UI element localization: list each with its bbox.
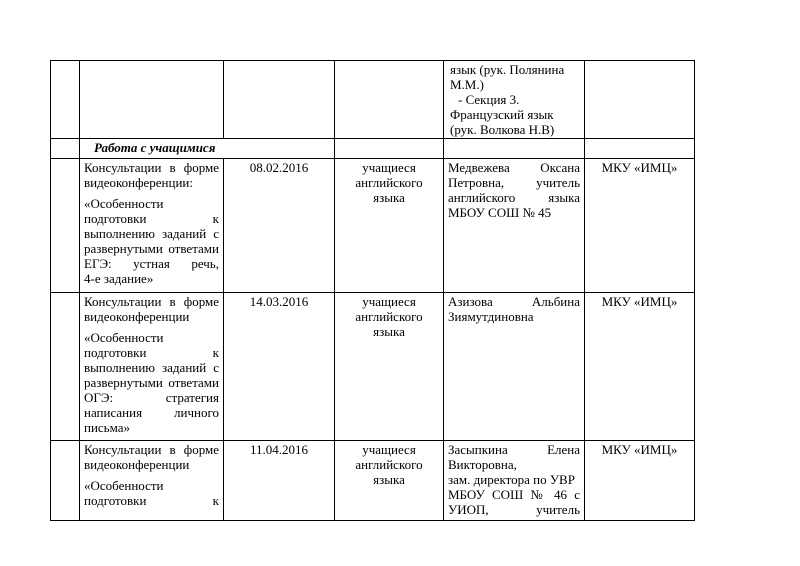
event-line: видеоконференции — [84, 457, 190, 472]
cell-line: (рук. Волкова Н.В) — [450, 122, 555, 137]
responsible-line: МБОУ СОШ № 45 — [448, 205, 552, 220]
audience-line: английского — [355, 309, 423, 324]
date-cell: 11.04.2016 — [224, 441, 335, 521]
event-cell — [80, 293, 224, 441]
audience-line: языка — [373, 190, 405, 205]
topic-line: 4-е задание» — [84, 271, 154, 286]
empty-cell — [224, 139, 335, 159]
cell-line: Французский язык — [450, 107, 554, 122]
responsible-line: Медвежева Оксана — [448, 160, 580, 175]
cell-line: - Секция 3. — [458, 92, 520, 107]
cell-line: М.М.) — [450, 77, 484, 92]
empty-cell — [444, 139, 585, 159]
table-row — [51, 159, 695, 293]
number-cell — [51, 441, 80, 521]
audience-line: языка — [373, 472, 405, 487]
responsible-line: МБОУ СОШ № 46 с — [448, 487, 580, 502]
date-cell: 14.03.2016 — [224, 293, 335, 441]
responsible-cell — [444, 159, 585, 293]
section-row — [51, 139, 695, 159]
number-cell — [51, 293, 80, 441]
organizer-cell: МКУ «ИМЦ» — [585, 159, 695, 293]
topic-line: «Особенности — [84, 330, 164, 345]
empty-cell — [335, 139, 444, 159]
topic-line: «Особенности — [84, 478, 164, 493]
audience-line: учащиеся — [362, 442, 416, 457]
table-row — [51, 61, 695, 139]
responsible-line: Засыпкина Елена — [448, 442, 580, 457]
table-row — [51, 293, 695, 441]
organizer-cell: МКУ «ИМЦ» — [585, 441, 695, 521]
date-cell — [224, 61, 335, 139]
topic-line: «Особенности — [84, 196, 164, 211]
organizer-cell: МКУ «ИМЦ» — [585, 293, 695, 441]
cell-line: язык (рук. Полянина — [450, 62, 565, 77]
topic-line: ЕГЭ: устная речь, — [84, 256, 219, 271]
topic-line: подготовки к — [84, 493, 219, 508]
responsible-line: английского языка — [448, 190, 580, 205]
event-line: Консультации в форме — [84, 160, 219, 175]
section-title: Работа с учащимися — [80, 139, 224, 159]
audience-line: учащиеся — [362, 160, 416, 175]
responsible-line: Зиямутдиновна — [448, 309, 534, 324]
date-cell: 08.02.2016 — [224, 159, 335, 293]
audience-line: языка — [373, 324, 405, 339]
topic-line: выполнению заданий с — [84, 226, 219, 241]
audience-line: английского — [355, 175, 423, 190]
topic-line: ОГЭ: стратегия — [84, 390, 219, 405]
responsible-cell — [444, 293, 585, 441]
responsible-cell — [444, 61, 585, 139]
number-cell — [51, 61, 80, 139]
responsible-line: зам. директора по УВР — [448, 472, 575, 487]
responsible-line: Викторовна, — [448, 457, 517, 472]
table-row — [51, 441, 695, 521]
number-cell — [51, 159, 80, 293]
topic-line: письма» — [84, 420, 131, 435]
event-cell — [80, 61, 224, 139]
topic-line: развернутыми ответами — [84, 241, 219, 256]
audience-line: английского — [355, 457, 423, 472]
event-line: видеоконференции — [84, 309, 190, 324]
event-line: видеоконференции: — [84, 175, 193, 190]
event-cell — [80, 441, 224, 521]
audience-cell — [335, 441, 444, 521]
event-line: Консультации в форме — [84, 294, 219, 309]
schedule-table — [50, 60, 695, 521]
event-line: Консультации в форме — [84, 442, 219, 457]
responsible-cell — [444, 441, 585, 521]
topic-line: подготовки к — [84, 345, 219, 360]
event-cell — [80, 159, 224, 293]
empty-cell — [585, 139, 695, 159]
audience-line: учащиеся — [362, 294, 416, 309]
topic-line: выполнению заданий с — [84, 360, 219, 375]
number-cell — [51, 139, 80, 159]
audience-cell — [335, 293, 444, 441]
organizer-cell — [585, 61, 695, 139]
audience-cell — [335, 159, 444, 293]
responsible-line: УИОП, учитель — [448, 502, 580, 517]
responsible-line: Петровна, учитель — [448, 175, 580, 190]
topic-line: написания личного — [84, 405, 219, 420]
topic-line: подготовки к — [84, 211, 219, 226]
audience-cell — [335, 61, 444, 139]
responsible-line: Азизова Альбина — [448, 294, 580, 309]
topic-line: развернутыми ответами — [84, 375, 219, 390]
